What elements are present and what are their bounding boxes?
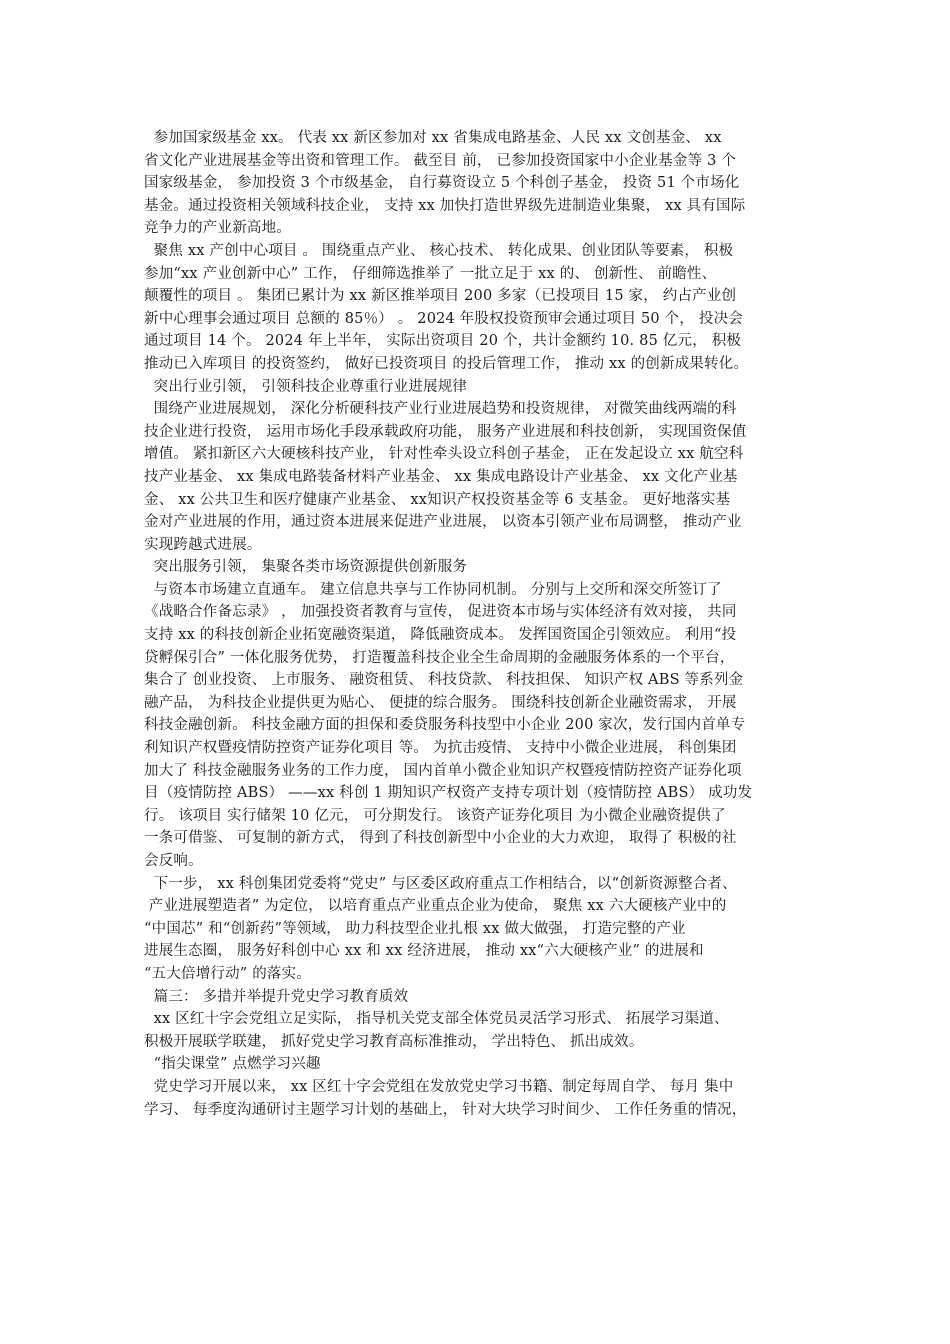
text-line: 加大了 科技金融服务业务的工作力度， 国内首单小微企业知识产权暨疫情防控资产证券化项 bbox=[144, 762, 742, 779]
text-line: 目（疫情防控 ABS） ——xx 科创 1 期知识产权资产支持专项计划（疫情防控 ABS） 成功发 bbox=[144, 785, 753, 802]
text-line: 省文化产业进展基金等出资和管理工作。 截至目 前， 已参加投资国家中小企业基金等 3 个 bbox=[144, 152, 737, 169]
text-line: 支持 xx 的科技创新企业拓宽融资渠道， 降低融资成本。 发挥国资国企引领效应。 利用“投 bbox=[144, 627, 737, 644]
text-line: 突出服务引领， 集聚各类市场资源提供创新服务 bbox=[144, 559, 468, 576]
text-line: 积极开展联学联建， 抓好党史学习教育高标准推动， 学出特色、 抓出成效。 bbox=[144, 1033, 644, 1050]
text-line: 利知识产权暨疫情防控资产证券化项目 等。 为抗击疫情、 支持中小微企业进展， 科创集团 bbox=[144, 740, 737, 757]
text-line: 颠覆性的项目 。 集团已累计为 xx 新区推举项目 200 多家（已投项目 15 家， 约占产业创 bbox=[144, 288, 737, 305]
text-line: 产业进展塑造者” 为定位， 以培育重点产业重点企业为使命， 聚焦 xx 六大硬核产业中的 bbox=[144, 898, 727, 915]
text-line: xx 区红十字会党组立足实际， 指导机关党支部全体党员灵活学习形式、 拓展学习渠道、 bbox=[144, 1011, 729, 1028]
text-line: 金对产业进展的作用，通过资本进展来促进产业进展， 以资本引领产业布局调整， 推动产业 bbox=[144, 514, 742, 531]
text-line: 推动已入库项目 的投资签约， 做好已投资项目 的投后管理工作， 推动 xx 的创新成果转化。 bbox=[144, 355, 749, 372]
text-line: 进展生态圈， 服务好科创中心 xx 和 xx 经济进展， 推动 xx“六大硬核产业” 的进展和 bbox=[144, 943, 704, 960]
text-line: 下一步， xx 科创集团党委将“党史” 与区委区政府重点工作相结合，以“创新资源整合者、 bbox=[144, 875, 737, 892]
text-line: 贷孵保引合” 一体化服务优势， 打造覆盖科技企业全生命周期的金融服务体系的一个平台， bbox=[144, 649, 735, 666]
text-line: 行。 该项目 实行储架 10 亿元， 可分期发行。 该资产证券化项目 为小微企业融资提供了 bbox=[144, 807, 726, 824]
text-line: 参加“xx 产业创新中心” 工作， 仔细筛选推举了 一批立足于 xx 的、 创新性、 前瞻性、 bbox=[144, 265, 717, 282]
text-line: 实现跨越式进展。 bbox=[144, 536, 262, 553]
text-line: 基金。通过投资相关领域科技企业， 支持 xx 加快打造世界级先进制造业集聚， xx 具有国际 bbox=[144, 197, 746, 214]
text-line: 科技金融创新。 科技金融方面的担保和委贷服务科技型中小企业 200 家次，发行国内首单专 bbox=[144, 717, 746, 734]
text-line: 融产品， 为科技企业提供更为贴心、 便捷的综合服务。 围绕科技创新企业融资需求， 开展 bbox=[144, 694, 737, 711]
text-line: 竞争力的产业新高地。 bbox=[144, 220, 291, 237]
text-line: 一条可借鉴、 可复制的新方式， 得到了科技创新型中小企业的大力欢迎， 取得了 积极的社 bbox=[144, 830, 737, 847]
text-line: 学习、 每季度沟通研讨主题学习计划的基础上， 针对大块学习时间少、 工作任务重的情况， bbox=[144, 1101, 747, 1118]
text-line: 技产业基金、 xx 集成电路装备材料产业基金、 xx 集成电路设计产业基金、 xx 文化产业基 bbox=[144, 468, 738, 485]
text-line: 通过项目 14 个。 2024 年上半年， 实际出资项目 20 个，共计金额约 10. 85 亿元， 积极 bbox=[144, 333, 742, 350]
text-line: 参加国家级基金 xx。 代表 xx 新区参加对 xx 省集成电路基金、人民 xx 文创基金、 xx bbox=[144, 130, 722, 146]
text-line: “中国芯” 和“创新药”等领域， 助力科技型企业扎根 xx 做大做强， 打造完整的产业 bbox=[144, 920, 686, 937]
text-line: 增值。 紧扣新区六大硬核科技产业， 针对性牵头设立科创子基金， 正在发起设立 xx 航空科 bbox=[144, 446, 744, 463]
text-line: 与资本市场建立直通车。 建立信息共享与工作协同机制。 分别与上交所和深交所签订了 bbox=[144, 581, 722, 598]
text-line: 会反响。 bbox=[144, 853, 203, 869]
text-line: 《战略合作备忘录》 ， 加强投资者教育与宣传， 促进资本市场与实体经济有效对接， 共同 bbox=[144, 604, 737, 621]
text-line: 集合了 创业投资、 上市服务、 融资租赁、 科技贷款、 科技担保、 知识产权 ABS 等系列金 bbox=[144, 672, 744, 689]
text-line: 金、 xx 公共卫生和医疗健康产业基金、 xx知识产权投资基金等 6 支基金。 更好地落实基 bbox=[144, 491, 731, 508]
text-line: 技企业进行投资， 运用市场化手段承载政府功能， 服务产业进展和科技创新， 实现国资保值 bbox=[144, 423, 747, 440]
text-line: 篇三： 多措并举提升党史学习教育质效 bbox=[144, 988, 409, 1005]
text-line: 新中心理事会通过项目 总额的 85％） 。 2024 年股权投资预审会通过项目 50 个， 投决会 bbox=[144, 310, 743, 327]
document-body bbox=[144, 127, 844, 1121]
text-line: 党史学习开展以来， xx 区红十字会党组在发放党史学习书籍、制定每周自学、 每月 集中 bbox=[144, 1078, 734, 1095]
text-line: 聚焦 xx 产创中心项目 。 围绕重点产业、 核心技术、 转化成果、创业团队等要素， 积极 bbox=[144, 242, 734, 259]
text-line: 围绕产业进展规划， 深化分析硬科技产业行业进展趋势和投资规律， 对微笑曲线两端的科 bbox=[144, 401, 737, 418]
text-line: “指尖课堂” 点燃学习兴趣 bbox=[144, 1056, 321, 1073]
text-line: 突出行业引领， 引领科技企业尊重行业进展规律 bbox=[144, 378, 468, 395]
text-line: “五大倍增行动” 的落实。 bbox=[144, 965, 312, 982]
text-line: 国家级基金， 参加投资 3 个市级基金， 自行募资设立 5 个科创子基金， 投资 51 个市场化 bbox=[144, 175, 740, 192]
